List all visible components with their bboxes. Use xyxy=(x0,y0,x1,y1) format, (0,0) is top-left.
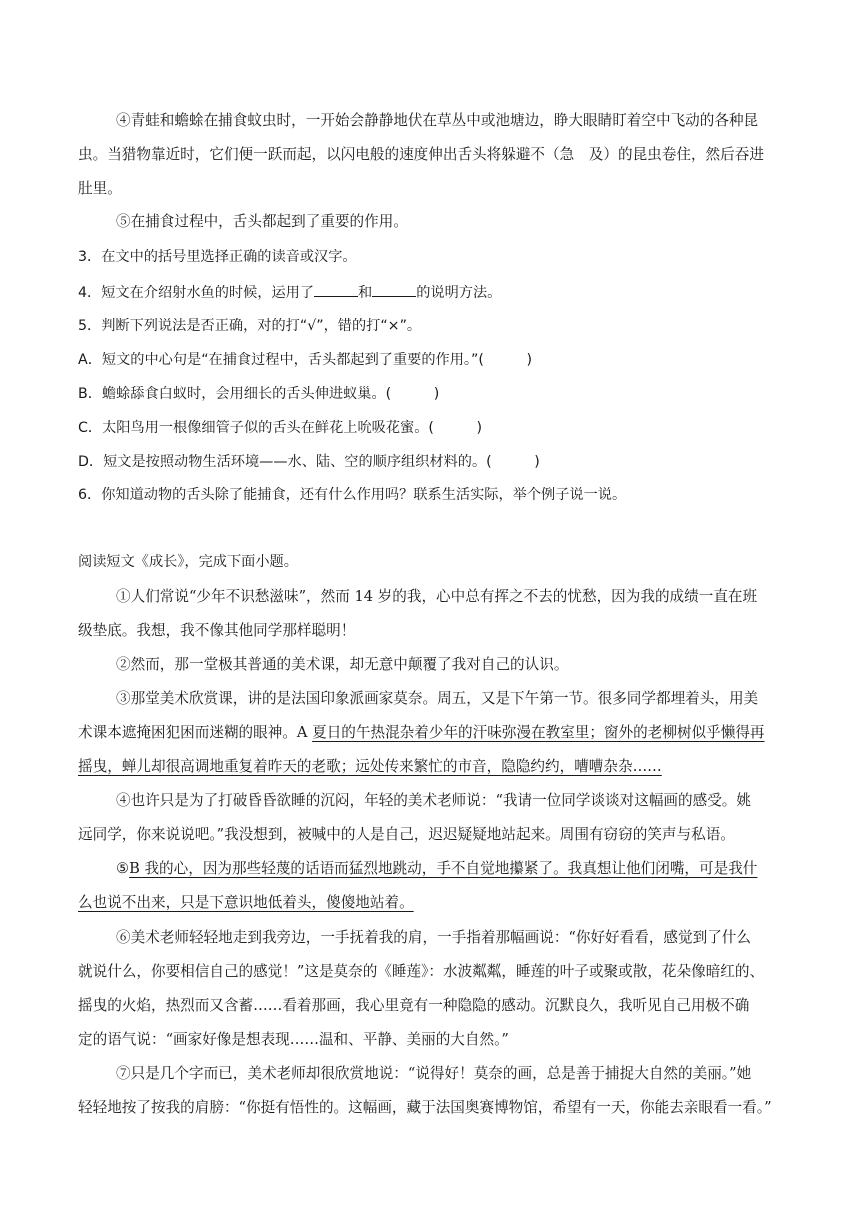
passage2-para6-line3: 摇曳的火焰，热烈而又含蓄……看着那画，我心里竟有一种隐隐的感动。沉默良久，我听见自己用极不确 xyxy=(78,997,750,1014)
passage2-para1-line2: 级垫底。我想，我不像其他同学那样聪明！ xyxy=(78,622,356,639)
question-6: 6．你知道动物的舌头除了能捕食，还有什么作用吗？联系生活实际，举个例子说一说。 xyxy=(78,487,627,503)
passage2-para4-line2: 远同学，你来说说吧。”我没想到，被喊中的人是自己，迟迟疑疑地站起来。周围有窃窃的笑声与私语。 xyxy=(78,826,735,843)
underlined-sentence-a-line2: 摇曳，蝉儿却很高调地重复着昨天的老歌；远处传来繁忙的市音，隐隐约约，嘈嘈杂杂…… xyxy=(78,758,662,775)
passage2-para6-line1: ⑥美术老师轻轻地走到我旁边，一手抚着我的肩，一手指着那幅画说：“你好好看看，感觉到了什么 xyxy=(116,929,751,946)
underlined-sentence-a: 夏日的午热混杂着少年的汗味弥漫在教室里；窗外的老柳树似乎懒得再 xyxy=(312,724,765,741)
question-3: 3．在文中的括号里选择正确的读音或汉字。 xyxy=(78,249,357,265)
question-4 xyxy=(78,282,501,303)
question-5-option-b: B．蟾蜍舔食白蚁时，会用细长的舌头伸进蚁巢。( ) xyxy=(78,386,440,402)
answer-blank-1[interactable] xyxy=(314,282,358,297)
passage2-para3-line2-text: 术课本遮掩困犯困而迷糊的眼神。A xyxy=(78,724,313,741)
question-4-text-c: 的说明方法。 xyxy=(416,285,502,301)
passage2-para4-line1: ④也许只是为了打破昏昏欲睡的沉闷，年轻的美术老师说：“我请一位同学谈谈对这幅画的感受。姚 xyxy=(116,792,751,809)
passage2-para7-line1: ⑦只是几个字而已，美术老师却很欣赏地说：“说得好！莫奈的画，总是善于捕捉大自然的美丽。”她 xyxy=(116,1065,752,1082)
passage2-para2: ②然而，那一堂极其普通的美术课，却无意中颠覆了我对自己的认识。 xyxy=(116,656,569,673)
question-5-option-c: C．太阳鸟用一根像细管子似的舌头在鲜花上吮吸花蜜。( ) xyxy=(78,420,483,436)
passage1-para4-line3: 肚里。 xyxy=(78,180,122,197)
passage2-para7-line2: 轻轻地按了按我的肩膀：“你挺有悟性的。这幅画，藏于法国奥赛博物馆，希望有一天，你能去亲眼看一看。” xyxy=(78,1099,772,1116)
passage2-para1-line1: ①人们常说“少年不识愁滋味”，然而 14 岁的我，心中总有挥之不去的忧愁，因为我的成绩一直在班 xyxy=(116,588,758,605)
passage2-para6-line2: 就说什么，你要相信自己的感觉！”这是莫奈的《睡莲》：水波粼粼，睡莲的叶子或聚或散，花朵像暗红的、 xyxy=(78,963,765,980)
question-4-text-a: 4．短文在介绍射水鱼的时候，运用了 xyxy=(78,285,315,301)
passage2-para3-line2 xyxy=(78,723,765,743)
passage1-para4-line1: ④青蛙和蟾蜍在捕食蚊虫时，一开始会静静地伏在草丛中或池塘边，睁大眼睛盯着空中飞动的各种昆 xyxy=(116,112,759,129)
question-4-text-b: 和 xyxy=(358,285,373,301)
passage2-para6-line4: 定的语气说：“画家好像是想表现……温和、平静、美丽的大自然。” xyxy=(78,1031,509,1048)
question-5-option-d: D．短文是按照动物生活环境——水、陆、空的顺序组织材料的。( ) xyxy=(78,454,540,470)
para5-number: ⑤ xyxy=(116,860,130,877)
underlined-sentence-b-line2: 么也说不出来，只是下意识地低着头，傻傻地站着。 xyxy=(78,894,414,911)
underlined-sentence-b: B 我的心，因为那些轻蔑的话语而猛烈地跳动，手不自觉地攥紧了。我真想让他们闭嘴，可是我什 xyxy=(129,860,758,877)
passage1-para4-line2: 虫。当猎物靠近时，它们便一跃而起，以闪电般的速度伸出舌头将躲避不（急 及）的昆虫卷住，然后吞进 xyxy=(78,146,764,163)
passage2-para5-line1 xyxy=(116,859,757,879)
passage1-para5: ⑤在捕食过程中，舌头都起到了重要的作用。 xyxy=(116,213,408,230)
question-5-option-a: A．短文的中心句是“在捕食过程中，舌头都起到了重要的作用。”( ) xyxy=(78,352,533,368)
question-5: 5．判断下列说法是否正确，对的打“√”，错的打“×”。 xyxy=(78,318,422,334)
passage2-intro: 阅读短文《成长》，完成下面小题。 xyxy=(78,554,298,570)
passage2-para3-line1: ③那堂美术欣赏课，讲的是法国印象派画家莫奈。周五，又是下午第一节。很多同学都埋着头，用美 xyxy=(116,690,759,707)
answer-blank-2[interactable] xyxy=(372,282,416,297)
